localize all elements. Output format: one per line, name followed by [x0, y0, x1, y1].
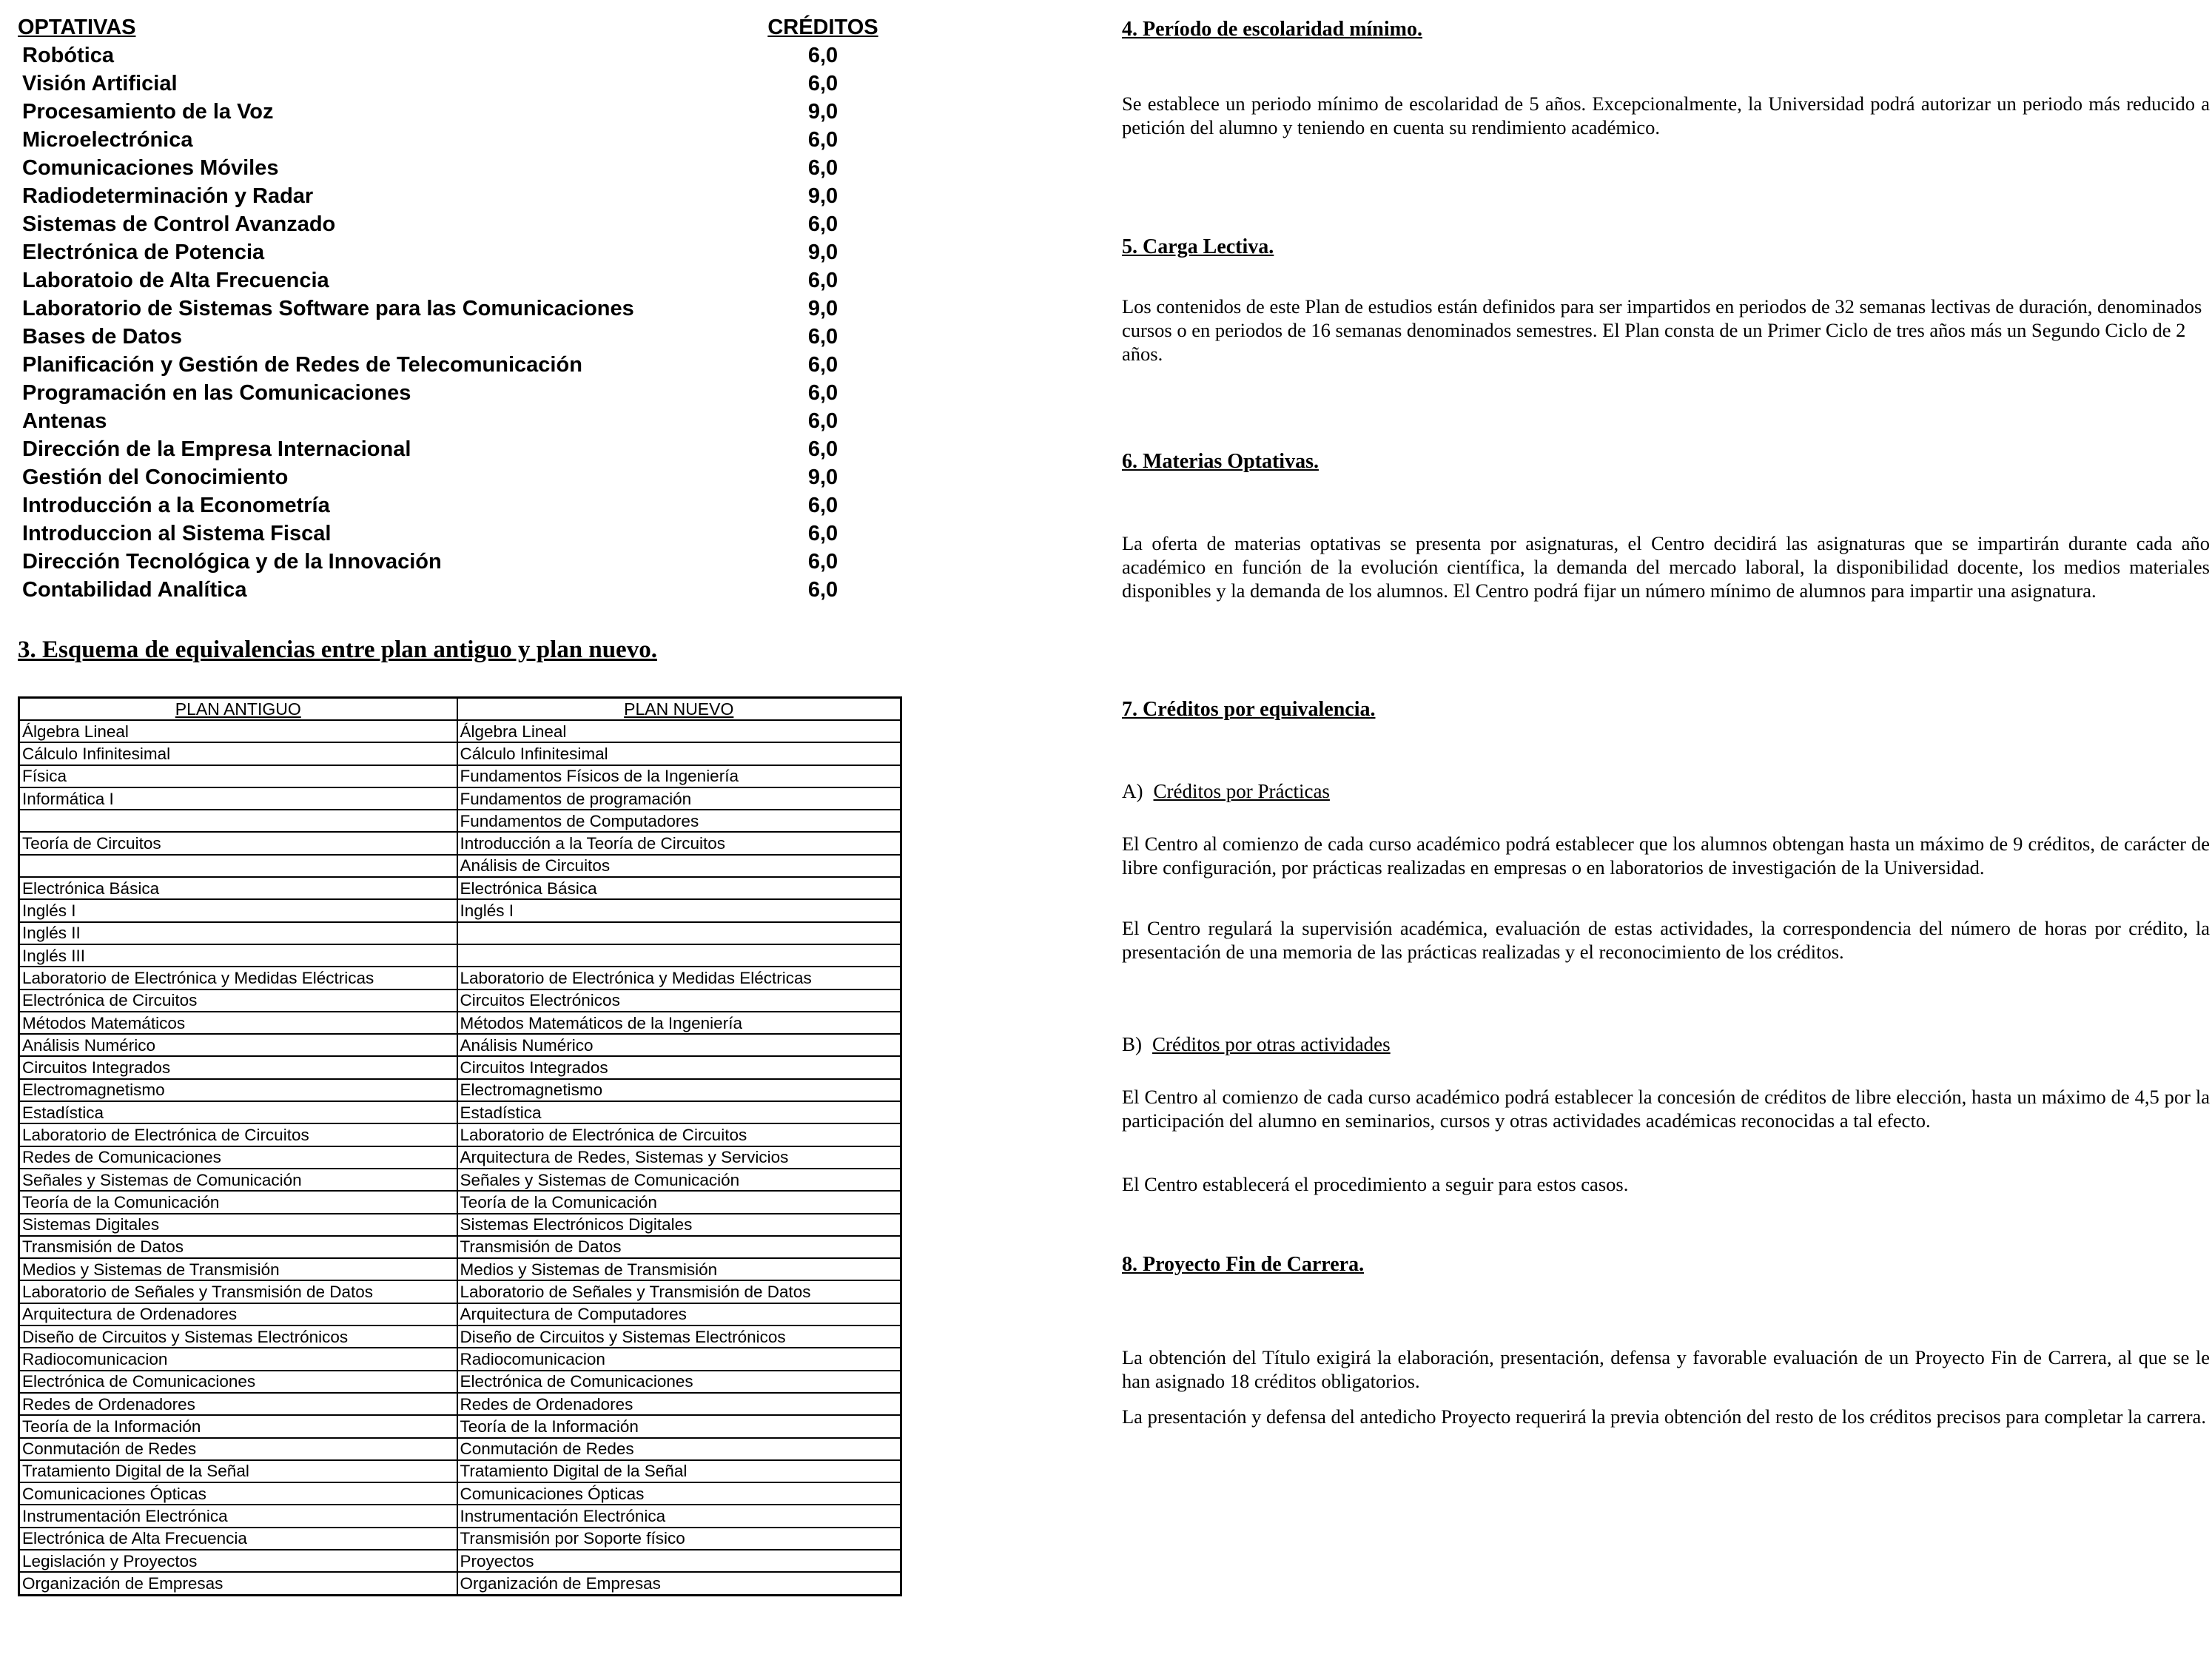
plan-nuevo-cell: Laboratorio de Electrónica de Circuitos	[457, 1123, 901, 1146]
section-7b-body-1	[1122, 1085, 2210, 1132]
section-7	[1122, 698, 2210, 722]
plan-nuevo-cell	[457, 944, 901, 967]
plan-nuevo-cell: Señales y Sistemas de Comunicación	[457, 1169, 901, 1191]
table-row	[19, 1258, 901, 1280]
optativa-credits: 6,0	[807, 268, 838, 292]
section-6	[1122, 450, 2210, 474]
table-row	[19, 1415, 901, 1437]
section-5-title: 5. Carga Lectiva.	[1122, 235, 1274, 258]
plan-nuevo-cell: Laboratorio de Señales y Transmisión de Datos	[457, 1280, 901, 1303]
plan-nuevo-cell	[457, 922, 901, 944]
section-8-body-1	[1122, 1345, 2210, 1393]
optativa-name: Programación en las Comunicaciones	[22, 380, 411, 405]
section-5	[1122, 235, 2210, 259]
plan-antiguo-cell: Electrónica de Alta Frecuencia	[19, 1528, 457, 1550]
optativa-row	[18, 266, 898, 295]
plan-antiguo-cell: Diseño de Circuitos y Sistemas Electrónicos	[19, 1325, 457, 1348]
optativa-name: Dirección Tecnológica y de la Innovación	[22, 549, 442, 574]
plan-nuevo-cell: Álgebra Lineal	[457, 720, 901, 742]
plan-antiguo-cell: Laboratorio de Electrónica de Circuitos	[19, 1123, 457, 1146]
table-row	[19, 1505, 901, 1527]
plan-antiguo-cell: Análisis Numérico	[19, 1034, 457, 1056]
plan-antiguo-cell: Instrumentación Electrónica	[19, 1505, 457, 1527]
optativa-credits: 9,0	[807, 296, 838, 320]
optativa-name: Planificación y Gestión de Redes de Telecomunicación	[22, 352, 582, 377]
plan-antiguo-cell: Redes de Ordenadores	[19, 1393, 457, 1415]
plan-antiguo-cell: Electrónica de Circuitos	[19, 989, 457, 1012]
optativas-header-name: OPTATIVAS	[18, 15, 136, 39]
plan-antiguo-cell: Tratamiento Digital de la Señal	[19, 1460, 457, 1482]
optativa-name: Electrónica de Potencia	[22, 240, 265, 264]
plan-antiguo-cell: Legislación y Proyectos	[19, 1550, 457, 1572]
left-column	[18, 13, 898, 1596]
plan-nuevo-cell: Fundamentos de programación	[457, 787, 901, 810]
plan-antiguo-cell: Circuitos Integrados	[19, 1056, 457, 1078]
optativa-credits: 6,0	[807, 352, 838, 377]
plan-antiguo-cell: Teoría de la Comunicación	[19, 1191, 457, 1213]
plan-nuevo-cell: Teoría de la Información	[457, 1415, 901, 1437]
plan-nuevo-cell: Circuitos Electrónicos	[457, 989, 901, 1012]
plan-antiguo-cell: Redes de Comunicaciones	[19, 1146, 457, 1169]
plan-nuevo-cell: Electromagnetismo	[457, 1079, 901, 1101]
table-row	[19, 855, 901, 877]
table-row	[19, 1303, 901, 1325]
optativa-row	[18, 238, 898, 266]
table-row	[19, 922, 901, 944]
plan-antiguo-cell	[19, 855, 457, 877]
optativa-credits: 9,0	[807, 465, 838, 489]
plan-antiguo-cell: Arquitectura de Ordenadores	[19, 1303, 457, 1325]
plan-nuevo-cell: Comunicaciones Ópticas	[457, 1482, 901, 1505]
plan-antiguo-cell: Álgebra Lineal	[19, 720, 457, 742]
plan-nuevo-cell: Teoría de la Comunicación	[457, 1191, 901, 1213]
plan-antiguo-cell: Métodos Matemáticos	[19, 1012, 457, 1034]
plan-antiguo-cell: Transmisión de Datos	[19, 1236, 457, 1258]
plan-nuevo-cell: Arquitectura de Computadores	[457, 1303, 901, 1325]
plan-nuevo-cell: Sistemas Electrónicos Digitales	[457, 1214, 901, 1236]
plan-nuevo-cell: Laboratorio de Electrónica y Medidas Eléctricas	[457, 967, 901, 989]
optativa-row	[18, 463, 898, 491]
section-7a-paragraph-1: El Centro al comienzo de cada curso académico podrá establecer que los alumnos obtengan hasta un máximo de 9 créditos, de carácter de libre configuración, por prácticas realizadas en empresas o en laboratorios de investigación de la Universidad.	[1122, 833, 2210, 878]
equivalencias-title: 3. Esquema de equivalencias entre plan antiguo y plan nuevo.	[18, 636, 657, 663]
optativa-row	[18, 126, 898, 154]
section-7b-label: Créditos por otras actividades	[1152, 1033, 1391, 1055]
optativa-name: Gestión del Conocimiento	[22, 465, 289, 489]
table-row	[19, 832, 901, 854]
section-7a-body-1	[1122, 832, 2210, 879]
table-row	[19, 787, 901, 810]
plan-antiguo-cell: Física	[19, 765, 457, 787]
optativa-name: Contabilidad Analítica	[22, 577, 247, 602]
section-7a	[1122, 780, 2210, 803]
section-8-paragraph-1: La obtención del Título exigirá la elaboración, presentación, defensa y favorable evaluación de un Proyecto Fin de Carrera, al que se le han asignado 18 créditos obligatorios.	[1122, 1346, 2210, 1392]
table-row	[19, 1214, 901, 1236]
optativa-name: Visión Artificial	[22, 71, 178, 95]
optativa-name: Sistemas de Control Avanzado	[22, 212, 336, 236]
plan-antiguo-cell: Estadística	[19, 1101, 457, 1123]
optativa-row	[18, 435, 898, 463]
plan-antiguo-cell: Conmutación de Redes	[19, 1438, 457, 1460]
section-6-body	[1122, 531, 2210, 602]
plan-antiguo-cell: Laboratorio de Señales y Transmisión de Datos	[19, 1280, 457, 1303]
section-7b-letter: B)	[1122, 1033, 1142, 1055]
optativa-row	[18, 210, 898, 238]
optativa-row	[18, 351, 898, 379]
table-row	[19, 742, 901, 765]
plan-nuevo-cell: Introducción a la Teoría de Circuitos	[457, 832, 901, 854]
table-row	[19, 1371, 901, 1393]
table-row	[19, 1280, 901, 1303]
plan-nuevo-cell: Estadística	[457, 1101, 901, 1123]
col-plan-antiguo: PLAN ANTIGUO	[19, 698, 457, 721]
optativa-credits: 9,0	[807, 184, 838, 208]
plan-nuevo-cell: Transmisión de Datos	[457, 1236, 901, 1258]
optativa-name: Comunicaciones Móviles	[22, 155, 279, 180]
plan-nuevo-cell: Tratamiento Digital de la Señal	[457, 1460, 901, 1482]
section-6-paragraph: La oferta de materias optativas se presenta por asignaturas, el Centro decidirá las asignaturas que se impartirán durante cada año académico en función de la evolución científica, la demanda del mercado laboral, la disponibilidad docente, los medios materiales disponibles y la demanda de los alumnos. El Centro podrá fijar un número mínimo de alumnos para impartir una asignatura.	[1122, 532, 2210, 602]
optativa-row	[18, 548, 898, 576]
plan-antiguo-cell: Teoría de la Información	[19, 1415, 457, 1437]
optativa-credits: 6,0	[807, 324, 838, 349]
optativa-credits: 6,0	[807, 212, 838, 236]
plan-nuevo-cell: Redes de Ordenadores	[457, 1393, 901, 1415]
optativas-header-credits: CRÉDITOS	[767, 15, 878, 39]
optativa-credits: 6,0	[807, 521, 838, 545]
optativa-row	[18, 379, 898, 407]
optativa-row	[18, 154, 898, 182]
optativas-items	[18, 41, 898, 604]
table-row	[19, 877, 901, 899]
optativas-header	[18, 13, 898, 41]
section-8-title: 8. Proyecto Fin de Carrera.	[1122, 1253, 1365, 1276]
table-row	[19, 1460, 901, 1482]
table-row	[19, 1393, 901, 1415]
table-row	[19, 1079, 901, 1101]
optativa-name: Laboratorio de Sistemas Software para las Comunicaciones	[22, 296, 634, 320]
plan-antiguo-cell: Radiocomunicacion	[19, 1348, 457, 1370]
plan-antiguo-cell: Inglés III	[19, 944, 457, 967]
plan-nuevo-cell: Electrónica Básica	[457, 877, 901, 899]
plan-antiguo-cell	[19, 810, 457, 832]
table-row	[19, 1169, 901, 1191]
plan-nuevo-cell: Arquitectura de Redes, Sistemas y Servicios	[457, 1146, 901, 1169]
table-row	[19, 1438, 901, 1460]
section-4-body	[1122, 92, 2210, 139]
section-6-title: 6. Materias Optativas.	[1122, 450, 1319, 473]
optativa-row	[18, 295, 898, 323]
section-7b-body-2	[1122, 1172, 2210, 1196]
plan-nuevo-cell: Conmutación de Redes	[457, 1438, 901, 1460]
section-7a-body-2	[1122, 916, 2210, 964]
optativa-credits: 6,0	[807, 380, 838, 405]
optativa-name: Antenas	[22, 409, 107, 433]
optativa-credits: 6,0	[807, 43, 838, 67]
table-row	[19, 1348, 901, 1370]
table-row	[19, 967, 901, 989]
plan-antiguo-cell: Inglés I	[19, 899, 457, 921]
table-row	[19, 1482, 901, 1505]
optativa-name: Robótica	[22, 43, 115, 67]
plan-nuevo-cell: Circuitos Integrados	[457, 1056, 901, 1078]
optativa-credits: 6,0	[807, 493, 838, 517]
plan-antiguo-cell: Teoría de Circuitos	[19, 832, 457, 854]
section-7a-paragraph-2: El Centro regulará la supervisión académica, evaluación de estas actividades, la correspondencia del número de horas por crédito, la presentación de una memoria de las prácticas realizadas y el reconocimiento de los créditos.	[1122, 917, 2210, 963]
plan-antiguo-cell: Electrónica Básica	[19, 877, 457, 899]
plan-nuevo-cell: Inglés I	[457, 899, 901, 921]
section-7b	[1122, 1033, 2210, 1056]
plan-antiguo-cell: Electromagnetismo	[19, 1079, 457, 1101]
optativa-row	[18, 70, 898, 98]
plan-nuevo-cell: Análisis de Circuitos	[457, 855, 901, 877]
optativa-credits: 9,0	[807, 99, 838, 124]
table-row	[19, 1123, 901, 1146]
optativa-row	[18, 491, 898, 520]
plan-nuevo-cell: Transmisión por Soporte físico	[457, 1528, 901, 1550]
table-row	[19, 1528, 901, 1550]
plan-antiguo-cell: Comunicaciones Ópticas	[19, 1482, 457, 1505]
table-row	[19, 1236, 901, 1258]
section-7a-letter: A)	[1122, 780, 1143, 802]
plan-antiguo-cell: Medios y Sistemas de Transmisión	[19, 1258, 457, 1280]
section-7b-paragraph-1: El Centro al comienzo de cada curso académico podrá establecer la concesión de créditos de libre elección, hasta un máximo de 4,5 por la participación del alumno en seminarios, cursos y otras actividades académicas reconocidas a tal efecto.	[1122, 1086, 2210, 1132]
optativa-row	[18, 98, 898, 126]
col-plan-nuevo: PLAN NUEVO	[457, 698, 901, 721]
optativa-row	[18, 41, 898, 70]
section-8	[1122, 1253, 2210, 1277]
table-row	[19, 810, 901, 832]
section-7a-subtitle	[1122, 780, 2210, 803]
section-7-title: 7. Créditos por equivalencia.	[1122, 698, 1376, 721]
plan-nuevo-cell: Análisis Numérico	[457, 1034, 901, 1056]
section-8-body-2	[1122, 1405, 2210, 1428]
optativa-credits: 6,0	[807, 577, 838, 602]
equivalencias-body	[19, 720, 901, 1595]
plan-nuevo-cell: Cálculo Infinitesimal	[457, 742, 901, 765]
section-5-paragraph: Los contenidos de este Plan de estudios están definidos para ser impartidos en periodos de 32 semanas lectivas de duración, denominados cursos o en periodos de 16 semanas denominados semestres. El Plan consta de un Primer Ciclo de tres años más un Segundo Ciclo de 2 años.	[1122, 295, 2202, 365]
plan-nuevo-cell: Métodos Matemáticos de la Ingeniería	[457, 1012, 901, 1034]
optativa-name: Laboratoio de Alta Frecuencia	[22, 268, 329, 292]
plan-antiguo-cell: Organización de Empresas	[19, 1572, 457, 1595]
optativa-credits: 6,0	[807, 127, 838, 152]
plan-antiguo-cell: Electrónica de Comunicaciones	[19, 1371, 457, 1393]
table-row	[19, 1572, 901, 1595]
optativa-name: Introducción a la Econometría	[22, 493, 330, 517]
optativa-credits: 9,0	[807, 240, 838, 264]
optativa-credits: 6,0	[807, 549, 838, 574]
plan-nuevo-cell: Electrónica de Comunicaciones	[457, 1371, 901, 1393]
optativa-name: Procesamiento de la Voz	[22, 99, 274, 124]
section-4-paragraph: Se establece un periodo mínimo de escolaridad de 5 años. Excepcionalmente, la Universidad podrá autorizar un periodo más reducido a petición del alumno y teniendo en cuenta su rendimiento académico.	[1122, 93, 2210, 138]
table-row	[19, 1325, 901, 1348]
table-row	[19, 720, 901, 742]
section-4-title: 4. Período de escolaridad mínimo.	[1122, 18, 1422, 41]
optativa-row	[18, 182, 898, 210]
optativa-credits: 6,0	[807, 71, 838, 95]
optativa-name: Introduccion al Sistema Fiscal	[22, 521, 332, 545]
plan-nuevo-cell: Organización de Empresas	[457, 1572, 901, 1595]
table-row	[19, 1034, 901, 1056]
optativa-credits: 6,0	[807, 437, 838, 461]
optativa-name: Bases de Datos	[22, 324, 182, 349]
plan-antiguo-cell: Señales y Sistemas de Comunicación	[19, 1169, 457, 1191]
optativa-name: Dirección de la Empresa Internacional	[22, 437, 411, 461]
table-row	[19, 1101, 901, 1123]
table-row	[19, 989, 901, 1012]
table-row	[19, 1012, 901, 1034]
optativa-name: Radiodeterminación y Radar	[22, 184, 314, 208]
plan-nuevo-cell: Diseño de Circuitos y Sistemas Electrónicos	[457, 1325, 901, 1348]
section-4	[1122, 18, 2210, 41]
optativa-row	[18, 407, 898, 435]
optativa-row	[18, 520, 898, 548]
plan-nuevo-cell: Instrumentación Electrónica	[457, 1505, 901, 1527]
equivalencias-table	[18, 696, 902, 1596]
optativa-row	[18, 576, 898, 604]
optativas-list	[18, 13, 898, 604]
section-5-body	[1122, 295, 2210, 366]
plan-nuevo-cell: Medios y Sistemas de Transmisión	[457, 1258, 901, 1280]
plan-nuevo-cell: Fundamentos de Computadores	[457, 810, 901, 832]
optativa-credits: 6,0	[807, 155, 838, 180]
table-row	[19, 944, 901, 967]
table-row	[19, 1146, 901, 1169]
plan-antiguo-cell: Laboratorio de Electrónica y Medidas Eléctricas	[19, 967, 457, 989]
table-row	[19, 1191, 901, 1213]
optativa-credits: 6,0	[807, 409, 838, 433]
section-8-paragraph-2: La presentación y defensa del antedicho Proyecto requerirá la previa obtención del resto de los créditos precisos para completar la carrera.	[1122, 1405, 2206, 1428]
plan-antiguo-cell: Informática I	[19, 787, 457, 810]
table-row	[19, 1056, 901, 1078]
optativa-row	[18, 323, 898, 351]
equivalencias-header-row	[19, 698, 901, 721]
section-7b-paragraph-2: El Centro establecerá el procedimiento a seguir para estos casos.	[1122, 1173, 1629, 1195]
table-row	[19, 899, 901, 921]
section-7a-label: Créditos por Prácticas	[1153, 780, 1330, 802]
section-7b-subtitle	[1122, 1033, 2210, 1056]
plan-antiguo-cell: Cálculo Infinitesimal	[19, 742, 457, 765]
plan-nuevo-cell: Fundamentos Físicos de la Ingeniería	[457, 765, 901, 787]
plan-antiguo-cell: Inglés II	[19, 922, 457, 944]
plan-antiguo-cell: Sistemas Digitales	[19, 1214, 457, 1236]
table-row	[19, 1550, 901, 1572]
plan-nuevo-cell: Radiocomunicacion	[457, 1348, 901, 1370]
table-row	[19, 765, 901, 787]
optativa-name: Microelectrónica	[22, 127, 193, 152]
plan-nuevo-cell: Proyectos	[457, 1550, 901, 1572]
